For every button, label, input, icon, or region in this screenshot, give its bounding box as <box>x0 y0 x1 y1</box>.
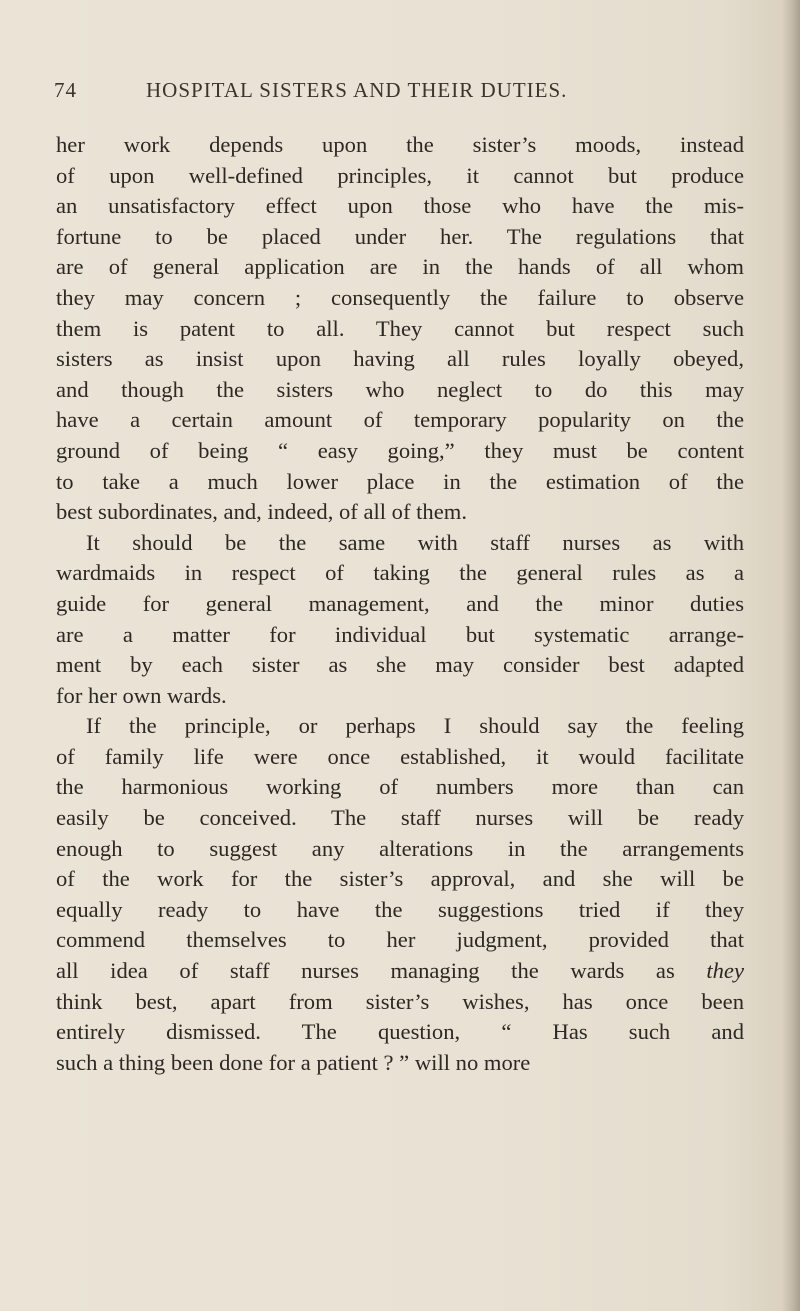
text-line: entirely dismissed. The question, “ Has such and <box>56 1019 744 1045</box>
text-line: to take a much lower place in the estimation of the <box>56 468 744 494</box>
page-edge-shadow <box>782 0 800 1311</box>
text-line: commend themselves to her judgment, provided that <box>56 927 744 953</box>
text-line: and though the sisters who neglect to do this may <box>56 376 744 402</box>
text-line: of the work for the sister’s approval, and she will be <box>56 866 744 892</box>
text-line: enough to suggest any alterations in the arrangements <box>56 835 744 861</box>
text-line: guide for general management, and the minor duties <box>56 590 744 616</box>
text-line: the harmonious working of numbers more than can <box>56 774 744 800</box>
text-line: they may concern ; consequently the failure to observe <box>56 284 744 310</box>
body-text <box>56 130 744 1078</box>
text-segment: all idea of staff nurses managing the wards as <box>56 958 675 984</box>
text-line: such a thing been done for a patient ? ” will no more <box>56 1049 531 1075</box>
text-line: an unsatisfactory effect upon those who have the mis- <box>56 193 744 219</box>
emphasized-word: they <box>706 958 744 984</box>
text-line: of family life were once established, it would facilitate <box>56 743 744 769</box>
text-line: wardmaids in respect of taking the general rules as a <box>56 560 744 586</box>
text-line: for her own wards. <box>56 682 227 708</box>
running-head <box>54 78 754 106</box>
text-line: her work depends upon the sister’s moods, instead <box>56 132 744 157</box>
text-line: fortune to be placed under her. The regulations that <box>56 223 744 249</box>
text-line: ground of being “ easy going,” they must be content <box>56 437 744 463</box>
text-line: them is patent to all. They cannot but respect such <box>56 315 744 341</box>
paragraph-start-line: It should be the same with staff nurses as with <box>86 529 744 555</box>
running-title: HOSPITAL SISTERS AND THEIR DUTIES. <box>146 78 568 102</box>
text-line: ment by each sister as she may consider best adapted <box>56 652 744 678</box>
text-line: think best, apart from sister’s wishes, has once been <box>56 988 744 1014</box>
text-line: equally ready to have the suggestions tried if they <box>56 896 744 922</box>
paragraph-start-line: If the principle, or perhaps I should say the feeling <box>86 713 744 739</box>
text-line: of upon well-defined principles, it cannot but produce <box>56 162 744 188</box>
text-line: are of general application are in the hands of all whom <box>56 254 744 280</box>
text-line: are a matter for individual but systematic arrange- <box>56 621 744 647</box>
text-line: sisters as insist upon having all rules loyally obeyed, <box>56 346 744 372</box>
page-number: 74 <box>54 78 77 102</box>
text-line-with-emphasis <box>56 956 744 987</box>
text-line: have a certain amount of temporary popularity on the <box>56 407 744 433</box>
text-line: best subordinates, and, indeed, of all of them. <box>56 499 467 525</box>
text-line: easily be conceived. The staff nurses will be ready <box>56 805 744 831</box>
